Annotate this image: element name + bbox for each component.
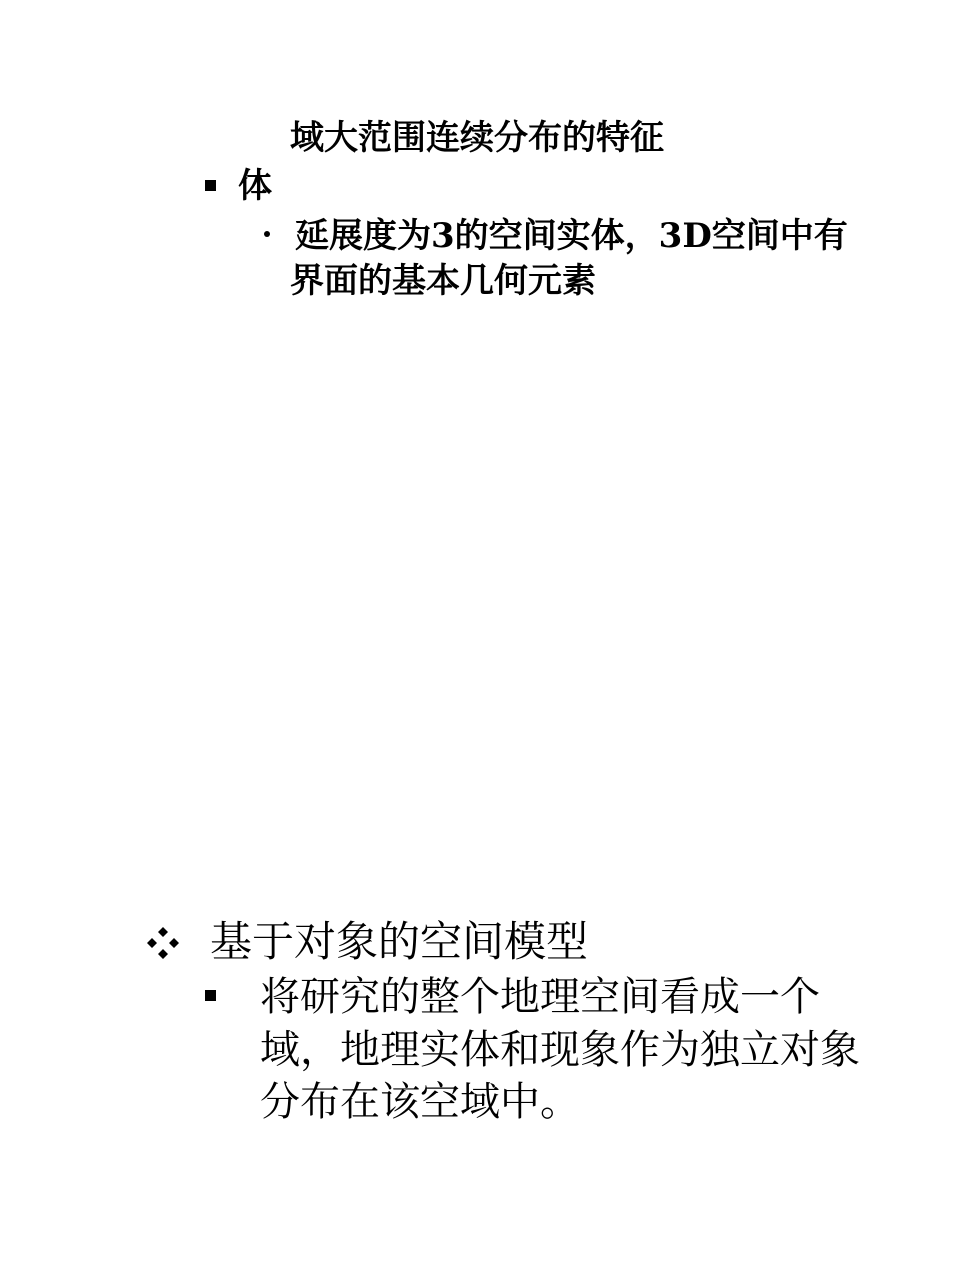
sub-item-line-2: 界面的基本几何元素 — [290, 261, 596, 301]
continuation-line: 域大范围连续分布的特征 — [290, 118, 664, 158]
square-bullet-icon — [205, 990, 216, 1001]
square-bullet-icon — [205, 180, 216, 191]
item-line-3: 分布在该空域中。 — [260, 1079, 580, 1125]
section-heading: 基于对象的空间模型 — [210, 917, 589, 966]
item-line-1: 将研究的整个地理空间看成一个 — [260, 974, 820, 1020]
heading-volume: 体 — [238, 166, 272, 206]
dot-bullet-icon — [264, 231, 270, 237]
diamond-bullet-icon — [146, 926, 180, 960]
item-line-2: 域，地理实体和现象作为独立对象 — [260, 1027, 860, 1073]
sub-item-line-1: 延展度为3的空间实体，3D空间中有 — [295, 216, 848, 256]
